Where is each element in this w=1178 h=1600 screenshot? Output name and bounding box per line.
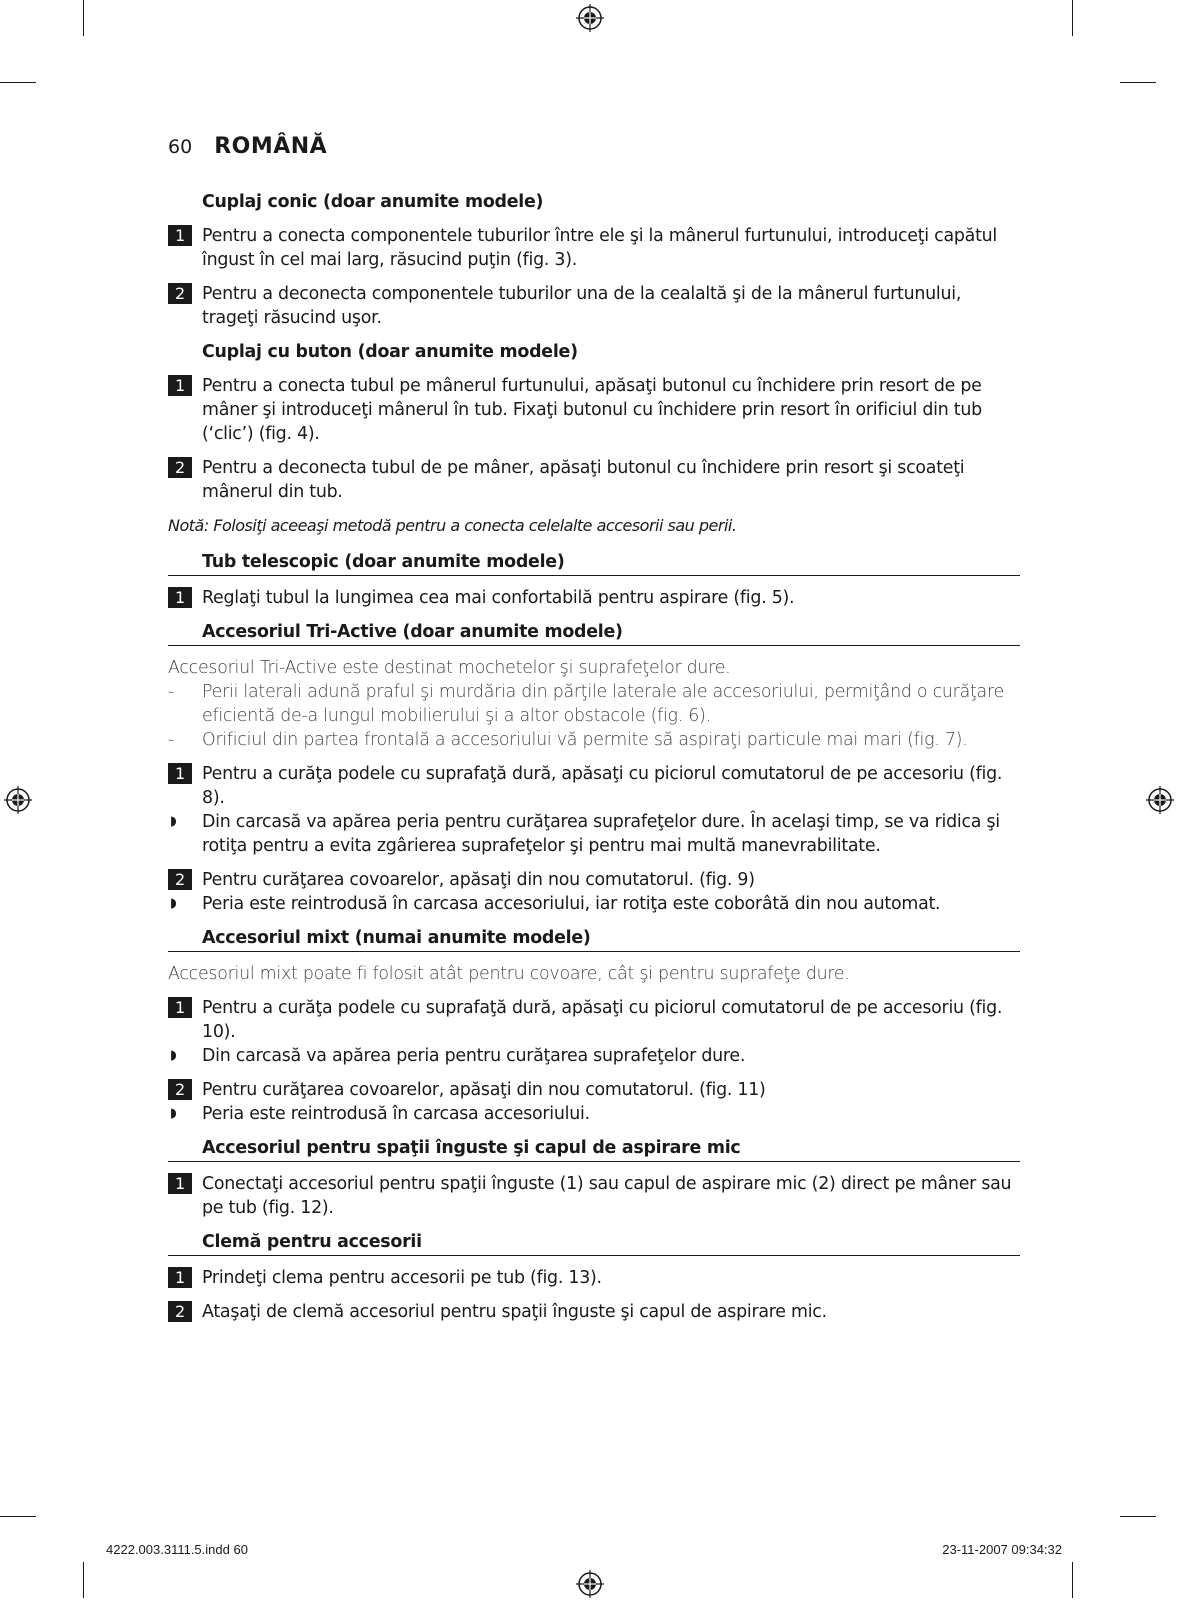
registration-mark-icon — [4, 786, 32, 814]
step-text: Pentru a curăţa podele cu suprafaţă dură, apăsaţi cu piciorul comutatorul de pe accesoriu (fig. 10). — [202, 998, 1003, 1042]
list-item — [168, 680, 1020, 728]
result-arrow-icon: ◗ — [170, 814, 177, 829]
registration-mark-icon — [576, 4, 604, 32]
step-number-badge: 2 — [168, 1301, 192, 1322]
step-text: Pentru a curăţa podele cu suprafaţă dură, apăsaţi cu piciorul comutatorul de pe accesoriu (fig. 8). — [202, 764, 1003, 808]
step-text: Reglaţi tubul la lungimea cea mai confortabilă pentru aspirare (fig. 5). — [202, 588, 795, 608]
step-text: Conectaţi accesoriul pentru spaţii înguste (1) sau capul de aspirare mic (2) direct pe mâner sau pe tub (fig. 12). — [202, 1174, 1012, 1218]
step-item — [168, 1172, 1020, 1220]
step-item — [168, 456, 1020, 504]
step-text: Pentru curăţarea covoarelor, apăsaţi din nou comutatorul. (fig. 11) — [202, 1080, 766, 1100]
section-title: Accesoriul Tri-Active (doar anumite modele) — [168, 620, 1020, 646]
section-title: Cuplaj conic (doar anumite modele) — [202, 192, 544, 212]
step-item — [168, 996, 1020, 1044]
section-title: Clemă pentru accesorii — [168, 1230, 1020, 1256]
note-text: Notă: Folosiţi aceeaşi metodă pentru a conecta celelalte accesorii sau perii. — [168, 516, 737, 535]
step-text: Pentru a conecta tubul pe mânerul furtunului, apăsaţi butonul cu închidere prin resort de pe mâner şi introduceţi mânerul în tub. Fixaţi butonul cu închidere prin resort în orificiul din tub (‘clic’) (fig. 4). — [202, 376, 982, 444]
step-number-badge: 1 — [168, 587, 192, 608]
step-item — [168, 1266, 1020, 1290]
page-content — [168, 190, 1020, 1334]
language-heading: ROMÂNĂ — [214, 134, 328, 159]
intro-text: Accesoriul mixt poate fi folosit atât pentru covoare, cât şi pentru suprafeţe dure. — [168, 964, 850, 984]
section-title: Tub telescopic (doar anumite modele) — [168, 550, 1020, 576]
dash-bullet: - — [168, 730, 175, 750]
crop-mark — [83, 0, 84, 36]
step-number-badge: 2 — [168, 283, 192, 304]
step-text: Pentru a deconecta componentele tuburilor una de la cealaltă şi de la mânerul furtunului, trageţi răsucind uşor. — [202, 284, 962, 328]
page-header — [168, 134, 327, 159]
step-number-badge: 1 — [168, 225, 192, 246]
crop-mark — [83, 1562, 84, 1598]
step-item — [168, 374, 1020, 446]
step-number-badge: 2 — [168, 869, 192, 890]
crop-mark — [1120, 82, 1156, 83]
result-arrow-icon: ◗ — [170, 1106, 177, 1121]
step-text: Pentru a deconecta tubul de pe mâner, apăsaţi butonul cu închidere prin resort şi scoateţi mânerul din tub. — [202, 458, 965, 502]
step-number-badge: 1 — [168, 1173, 192, 1194]
section-title: Accesoriul pentru spaţii înguste şi capul de aspirare mic — [168, 1136, 1020, 1162]
intro-text: Accesoriul Tri-Active este destinat mochetelor şi suprafeţelor dure. — [168, 658, 731, 678]
list-item — [168, 728, 1020, 752]
result-item — [168, 1102, 1020, 1126]
step-number-badge: 1 — [168, 997, 192, 1018]
footer-file-info: 4222.003.3111.5.indd 60 — [106, 1542, 248, 1557]
result-text: Peria este reintrodusă în carcasa accesoriului. — [202, 1104, 590, 1124]
crop-mark — [0, 1516, 36, 1517]
list-item-text: Orificiul din partea frontală a accesoriului vă permite să aspiraţi particule mai mari (fig. 7). — [202, 730, 968, 750]
step-item — [168, 282, 1020, 330]
list-item-text: Perii laterali adună praful şi murdăria din părţile laterale ale accesoriului, permiţând o curăţare eficientă de-a lungul mobilierului şi a altor obstacole (fig. 6). — [202, 682, 1004, 726]
crop-mark — [0, 82, 36, 83]
step-number-badge: 1 — [168, 1267, 192, 1288]
section-intro — [168, 962, 1020, 986]
crop-mark — [1120, 1516, 1156, 1517]
section-title: Accesoriul mixt (numai anumite modele) — [168, 926, 1020, 952]
step-number-badge: 1 — [168, 763, 192, 784]
step-item — [168, 1300, 1020, 1324]
step-number-badge: 2 — [168, 457, 192, 478]
step-number-badge: 2 — [168, 1079, 192, 1100]
step-item — [168, 1078, 1020, 1102]
result-item — [168, 892, 1020, 916]
result-text: Peria este reintrodusă în carcasa accesoriului, iar rotiţa este coborâtă din nou automat. — [202, 894, 941, 914]
result-arrow-icon: ◗ — [170, 1048, 177, 1063]
result-item — [168, 810, 1020, 858]
dash-bullet: - — [168, 682, 175, 702]
step-item — [168, 762, 1020, 810]
footer-timestamp: 23-11-2007 09:34:32 — [942, 1542, 1062, 1557]
registration-mark-icon — [576, 1570, 604, 1598]
step-item — [168, 868, 1020, 892]
section-title: Cuplaj cu buton (doar anumite modele) — [202, 342, 578, 362]
section-intro — [168, 656, 1020, 752]
crop-mark — [1072, 1562, 1073, 1598]
step-text: Pentru a conecta componentele tuburilor între ele şi la mânerul furtunului, introduceţi capătul îngust în cel mai larg, răsucind puţin (fig. 3). — [202, 226, 998, 270]
step-number-badge: 1 — [168, 375, 192, 396]
result-text: Din carcasă va apărea peria pentru curăţarea suprafeţelor dure. În acelaşi timp, se va ridica şi rotiţa pentru a evita zgârierea suprafeţelor şi pentru mai multă manevrabilitate. — [202, 812, 1000, 856]
result-text: Din carcasă va apărea peria pentru curăţarea suprafeţelor dure. — [202, 1046, 746, 1066]
result-arrow-icon: ◗ — [170, 896, 177, 911]
step-text: Ataşaţi de clemă accesoriul pentru spaţii înguste şi capul de aspirare mic. — [202, 1302, 827, 1322]
step-text: Pentru curăţarea covoarelor, apăsaţi din nou comutatorul. (fig. 9) — [202, 870, 755, 890]
step-item — [168, 586, 1020, 610]
step-text: Prindeţi clema pentru accesorii pe tub (fig. 13). — [202, 1268, 602, 1288]
page-number: 60 — [168, 136, 193, 158]
step-item — [168, 224, 1020, 272]
result-item — [168, 1044, 1020, 1068]
crop-mark — [1072, 0, 1073, 36]
registration-mark-icon — [1146, 786, 1174, 814]
